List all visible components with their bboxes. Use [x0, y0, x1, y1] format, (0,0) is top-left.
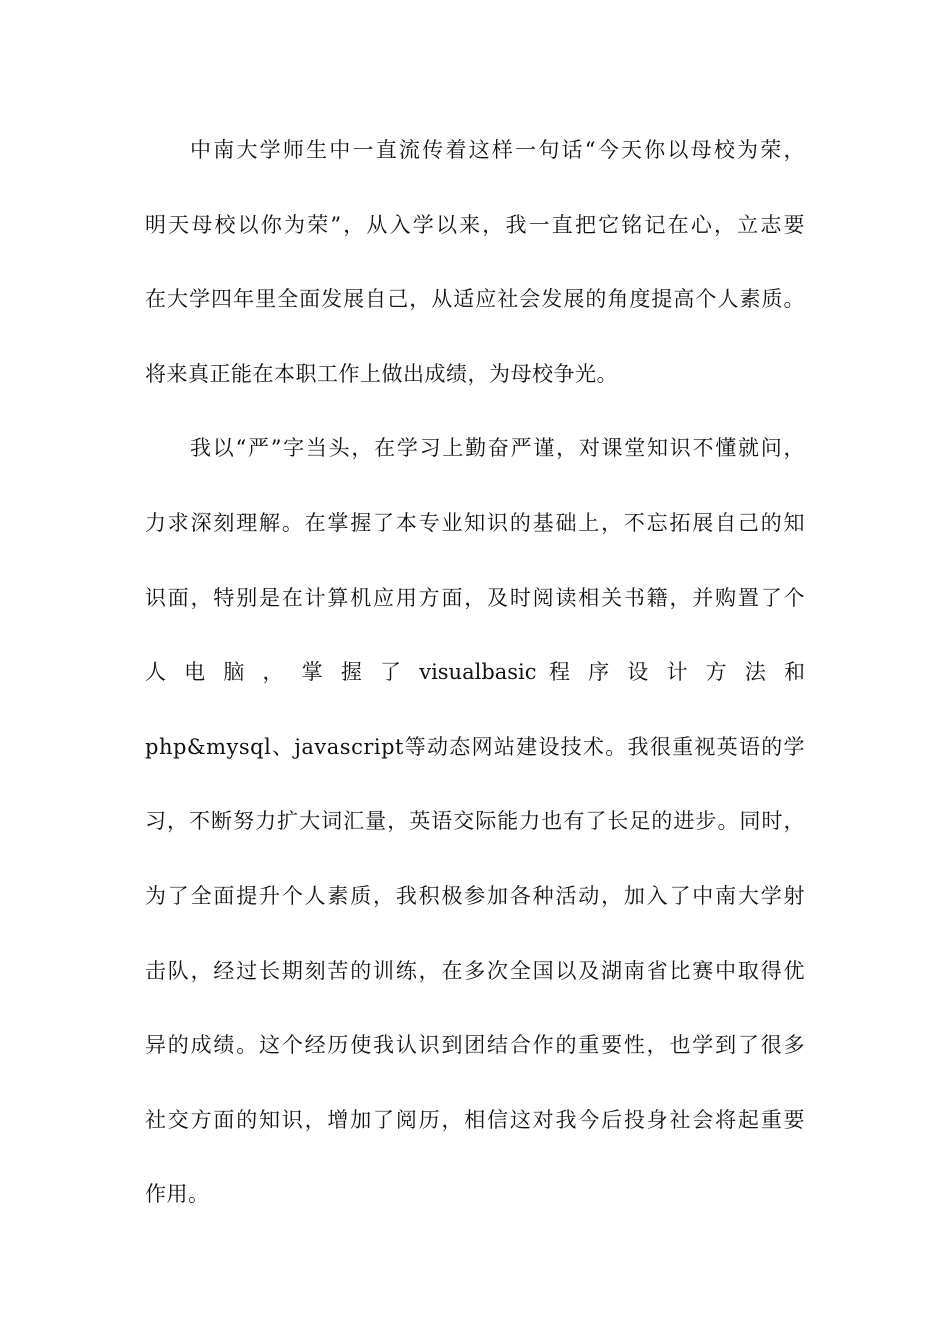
paragraph-line: 明天母校以你为荣”，从入学以来，我一直把它铭记在心，立志要 — [145, 212, 805, 237]
paragraph-line: 力求深刻理解。在掌握了本专业知识的基础上，不忘拓展自己的知 — [145, 510, 805, 535]
paragraph-1 — [145, 124, 805, 422]
paragraph-2 — [145, 422, 805, 1243]
paragraph-line: 作用。 — [145, 1182, 210, 1207]
paragraph-line: 在大学四年里全面发展自己，从适应社会发展的角度提高个人素质。 — [145, 287, 805, 312]
paragraph-line: 人 电 脑 ， 掌 握 了 visualbasic 程 序 设 计 方 法 和 — [145, 660, 805, 685]
paragraph-line: 将来真正能在本职工作上做出成绩，为母校争光。 — [145, 361, 618, 386]
paragraph-line: php&mysql、javascript等动态网站建设技术。我很重视英语的学 — [145, 734, 805, 759]
paragraph-line: 中南大学师生中一直流传着这样一句话“今天你以母校为荣， — [190, 138, 805, 162]
paragraph-line: 我以“严”字当头，在学习上勤奋严谨，对课堂知识不懂就问， — [190, 436, 805, 461]
paragraph-line: 为了全面提升个人素质，我积极参加各种活动，加入了中南大学射 — [145, 883, 805, 908]
document-body — [145, 124, 805, 1243]
paragraph-line: 社交方面的知识，增加了阅历，相信这对我今后投身社会将起重要 — [145, 1107, 805, 1132]
paragraph-line: 习，不断努力扩大词汇量，英语交际能力也有了长足的进步。同时， — [145, 809, 805, 834]
paragraph-line: 识面，特别是在计算机应用方面，及时阅读相关书籍，并购置了个 — [145, 585, 805, 610]
paragraph-line: 击队，经过长期刻苦的训练，在多次全国以及湖南省比赛中取得优 — [145, 958, 805, 983]
paragraph-line: 异的成绩。这个经历使我认识到团结合作的重要性，也学到了很多 — [145, 1033, 805, 1058]
